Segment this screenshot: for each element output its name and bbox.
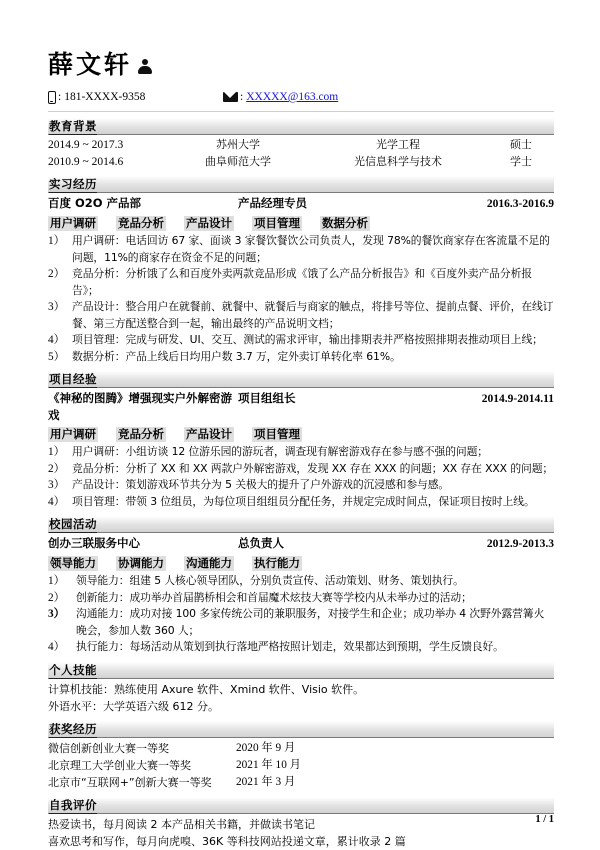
bullet-number: 2） [48, 462, 65, 475]
skill-tag: 领导能力 [50, 556, 96, 570]
bullet-number: 1） [48, 446, 65, 458]
table-row [48, 774, 554, 791]
email-link[interactable]: XXXXX@163.com [246, 91, 339, 103]
section-title-selfeval: 自我评价 [49, 797, 97, 812]
bullet-text: 项目管理：带领 3 位组员，为每位项目组组员分配任务，并规定完成时间点，保证项目按时上线。 [72, 494, 535, 508]
section-header-awards [48, 721, 554, 738]
phone-icon [48, 91, 56, 104]
award-name: 北京理工大学创业大赛一等奖 [48, 758, 191, 772]
education-major: 光信息科学与技术 [354, 155, 442, 168]
section-header-internship [48, 176, 554, 193]
list-item [48, 639, 554, 656]
page-number: 1 / 1 [535, 814, 554, 825]
phone-separator: : [58, 91, 62, 103]
skill-tag: 数据分析 [322, 216, 368, 230]
list-item [48, 590, 554, 607]
project-date: 2014.9-2014.11 [481, 393, 554, 405]
bullet-number: 1） [48, 235, 65, 247]
selfeval-line: 热爱读书，每月阅读 2 本产品相关书籍，并做读书笔记 [48, 817, 315, 831]
list-item [48, 266, 554, 299]
section-header-project [48, 371, 554, 388]
section-title-awards: 获奖经历 [49, 721, 97, 736]
project-tag-row [48, 427, 554, 442]
section-title-internship: 实习经历 [49, 177, 97, 191]
bullet-text: 用户调研：小组访谈 12 位游乐园的游玩者，调查现有解密游戏存在参与感不强的问题； [72, 445, 488, 458]
list-item [48, 573, 554, 590]
bullet-number: 3） [48, 608, 65, 620]
skill-tag: 用户调研 [50, 216, 96, 230]
internship-role: 产品经理专员 [238, 196, 307, 210]
project-role: 项目组组长 [238, 391, 296, 405]
campus-heading [48, 535, 554, 553]
skill-tag: 用户调研 [50, 427, 96, 441]
section-title-skills: 个人技能 [49, 662, 97, 677]
skills-line: 计算机技能：熟练使用 Axure 软件、Xmind 软件、Visio 软件。 [48, 682, 365, 696]
bullet-text: 竞品分析：分析饿了么和百度外卖两款竞品形成《饿了么产品分析报告》和《百度外卖产品分析报告》； [72, 267, 532, 297]
mail-icon [223, 92, 238, 102]
skill-tag: 竞品分析 [118, 216, 164, 230]
internship-org: 百度 O2O 产品部 [48, 196, 142, 210]
list-item [48, 477, 554, 494]
selfeval-line: 喜欢思考和写作，每月向虎嗅、36K 等科技网站投递文章，累计收录 2 篇 [48, 834, 406, 848]
list-item [48, 349, 554, 366]
education-major: 光学工程 [376, 138, 420, 151]
contact-row [48, 85, 554, 109]
skill-tag: 沟通能力 [186, 556, 232, 570]
bullet-number: 1） [48, 575, 65, 587]
skills-line: 外语水平：大学英语六级 612 分。 [48, 699, 219, 713]
award-date: 2020 年 9 月 [236, 741, 296, 754]
section-header-campus [48, 516, 554, 533]
skill-tag: 项目管理 [254, 216, 300, 230]
email-contact [223, 91, 338, 103]
list-item [48, 606, 554, 639]
skill-tag: 协调能力 [118, 556, 164, 570]
list-item [48, 233, 554, 266]
header-divider [48, 111, 554, 112]
skill-tag: 产品设计 [186, 427, 232, 441]
bullet-text: 项目管理：完成与研发、UI、交互、测试的需求评审，输出排期表并严格按照排期表推动项目上线； [72, 333, 543, 346]
campus-org: 创办三联服务中心 [48, 536, 140, 550]
award-name: 北京市“互联网+”创新大赛一等奖 [48, 775, 212, 789]
bullet-text: 创新能力：成功举办首届鹊桥相会和首届魔术炫技大赛等学校内从未举办过的活动； [76, 590, 472, 604]
internship-heading [48, 195, 554, 213]
project-org: 《神秘的图腾》增强现实户外解密游戏 [48, 391, 232, 422]
section-header-education [48, 118, 554, 135]
bullet-text: 领导能力：组建 5 人核心领导团队，分别负责宣传、活动策划、财务、策划执行。 [76, 574, 464, 587]
section-header-selfeval [48, 797, 554, 814]
award-name: 微信创新创业大赛一等奖 [48, 741, 169, 755]
skill-tag: 项目管理 [254, 427, 300, 441]
list-item [48, 299, 554, 332]
person-icon [138, 59, 152, 76]
bullet-number: 4） [48, 334, 65, 346]
section-title-project: 项目经验 [49, 372, 97, 386]
table-row [48, 757, 554, 774]
skill-tag: 竞品分析 [118, 427, 164, 441]
campus-role: 总负责人 [238, 536, 284, 550]
project-heading [48, 390, 554, 424]
phone-number: 181-XXXX-9358 [64, 91, 146, 103]
education-school: 苏州大学 [216, 138, 260, 151]
section-title-campus: 校园活动 [49, 517, 97, 531]
header-name-row [48, 44, 554, 78]
education-date: 2014.9 ~ 2017.3 [48, 139, 124, 151]
bullet-number: 4） [48, 495, 65, 508]
bullet-text: 沟通能力：成功对接 100 多家传统公司的兼职服务，对接学生和企业；成功举办 4 次野外露营篝火晚会，参加人数 360 人； [76, 607, 545, 637]
bullet-number: 4） [48, 641, 65, 653]
table-row [48, 137, 554, 153]
email-separator: : [240, 91, 244, 103]
education-school: 曲阜师范大学 [205, 155, 271, 168]
bullet-number: 2） [48, 591, 65, 604]
list-item [48, 332, 554, 349]
award-date: 2021 年 10 月 [236, 758, 301, 771]
education-degree: 学士 [510, 155, 532, 168]
phone-contact [48, 91, 223, 104]
bullet-text: 数据分析：产品上线后日均用户数 3.7 万，定外卖订单转化率 61%。 [72, 349, 401, 363]
skill-tag: 执行能力 [254, 556, 300, 570]
skill-tag: 产品设计 [186, 216, 232, 230]
bullet-text: 执行能力：每场活动从策划到执行落地严格按照计划走，效果都达到预期，学生反馈良好。 [76, 640, 504, 653]
campus-tag-row [48, 556, 554, 571]
section-title-education: 教育背景 [49, 119, 97, 133]
list-item [48, 461, 554, 478]
bullet-number: 5） [48, 350, 65, 363]
table-row [48, 740, 554, 757]
award-date: 2021 年 3 月 [236, 775, 296, 788]
education-degree: 硕士 [510, 138, 532, 151]
bullet-number: 2） [48, 268, 65, 280]
bullet-text: 产品设计：整合用户在就餐前、就餐中、就餐后与商家的触点，将排号等位、提前点餐、评价，在线订餐、第三方配送整合到一起，输出最终的产品说明文档； [72, 300, 554, 330]
internship-tag-row [48, 216, 554, 231]
list-item [48, 494, 554, 511]
campus-date: 2012.9-2013.3 [486, 538, 554, 550]
bullet-number: 3） [48, 301, 65, 313]
section-header-skills [48, 662, 554, 679]
internship-date: 2016.3-2016.9 [486, 198, 554, 210]
list-item [48, 444, 554, 461]
page-title: 薛文轩 [48, 52, 133, 79]
bullet-text: 用户调研：电话回访 67 家、面谈 3 家餐饮餐饮公司负责人，发现 78%的餐饮商家存在客流量不足的问题，11%的商家存在资金不足的问题； [72, 234, 550, 264]
education-date: 2010.9 ~ 2014.6 [48, 156, 124, 168]
bullet-number: 3） [48, 479, 65, 491]
bullet-text: 竞品分析：分析了 XX 和 XX 两款户外解密游戏，发现 XX 存在 XXX 的问题；XX 存在 XXX 的问题； [72, 461, 554, 475]
table-row [48, 154, 554, 170]
bullet-text: 产品设计：策划游戏环节共分为 5 关极大的提升了户外游戏的沉浸感和参与感。 [72, 478, 450, 491]
